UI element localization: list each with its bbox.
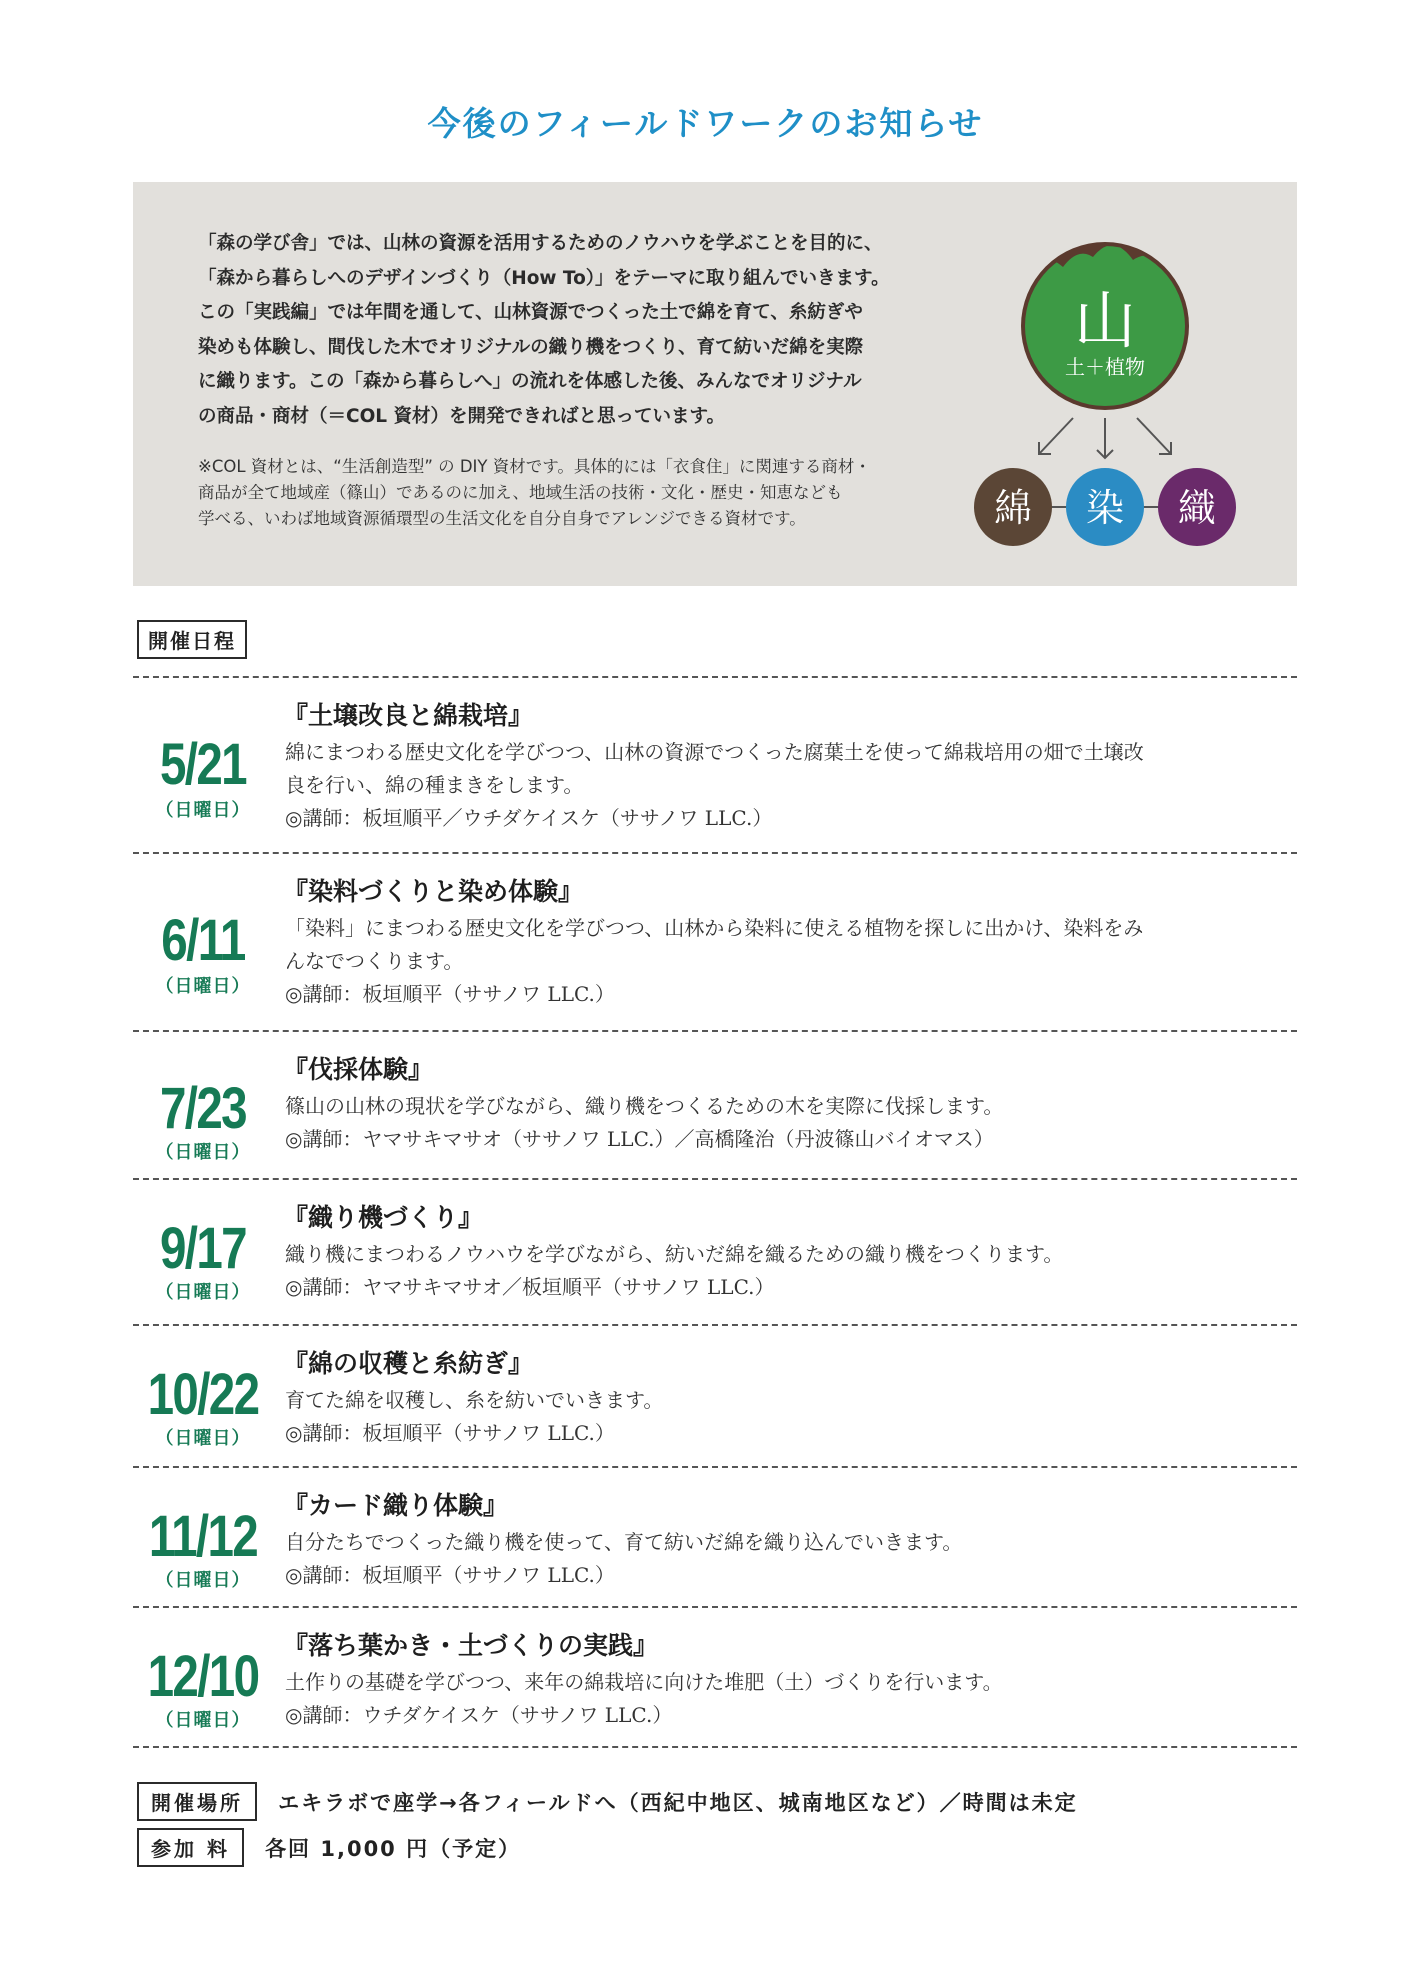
mountain-subtitle: 土＋植物 bbox=[1065, 355, 1145, 379]
event-instructor: ◎講師：板垣順平／ウチダケイスケ（ササノワ LLC.） bbox=[285, 806, 773, 830]
intro-line: 染めも体験し、間伐した木でオリジナルの織り機をつくり、育て紡いだ綿を実際 bbox=[198, 336, 864, 358]
event-desc-line: 良を行い、綿の種まきをします。 bbox=[285, 773, 584, 797]
event-description bbox=[285, 1666, 1295, 1732]
divider bbox=[133, 1746, 1297, 1748]
event-desc-line: 育てた綿を収穫し、糸を紡いでいきます。 bbox=[285, 1388, 664, 1412]
divider bbox=[133, 676, 1297, 678]
event-desc-line: んなでつくります。 bbox=[285, 949, 464, 973]
divider bbox=[133, 1178, 1297, 1180]
event-instructor: ◎講師：ヤマサキマサオ／板垣順平（ササノワ LLC.） bbox=[285, 1275, 775, 1299]
venue-row bbox=[137, 1782, 1078, 1821]
event-desc-line: 自分たちでつくった織り機を使って、育て紡いだ綿を織り込んでいきます。 bbox=[285, 1530, 963, 1554]
event-instructor: ◎講師：板垣順平（ササノワ LLC.） bbox=[285, 1563, 615, 1587]
event-item bbox=[133, 1336, 1297, 1466]
divider bbox=[133, 852, 1297, 854]
event-title: 『土壌改良と綿栽培』 bbox=[283, 701, 534, 730]
event-instructor: ◎講師：板垣順平（ササノワ LLC.） bbox=[285, 1421, 615, 1445]
event-desc-line: 織り機にまつわるノウハウを学びながら、紡いだ綿を織るための織り機をつくります。 bbox=[285, 1242, 1064, 1266]
page-title: 今後のフィールドワークのお知らせ bbox=[427, 104, 984, 143]
intro-box bbox=[133, 182, 1297, 586]
intro-line: に織ります。この「森から暮らしへ」の流れを体感した後、みんなでオリジナル bbox=[198, 371, 862, 392]
arrow-right-icon bbox=[1137, 418, 1171, 454]
event-title: 『伐採体験』 bbox=[283, 1055, 434, 1084]
weave-char: 織 bbox=[1177, 486, 1217, 530]
intro-text bbox=[198, 227, 908, 434]
event-desc-line: 綿にまつわる歴史文化を学びつつ、山林の資源でつくった腐葉土を使って綿栽培用の畑で土壌改 bbox=[285, 740, 1144, 764]
divider bbox=[133, 1324, 1297, 1326]
dye-char: 染 bbox=[1085, 486, 1125, 530]
event-description bbox=[285, 1238, 1295, 1304]
event-day: （日曜日） bbox=[155, 976, 251, 997]
event-title: 『織り機づくり』 bbox=[283, 1203, 484, 1232]
event-day: （日曜日） bbox=[155, 1282, 251, 1303]
cotton-char: 綿 bbox=[993, 486, 1033, 530]
event-title: 『カード織り体験』 bbox=[283, 1491, 509, 1520]
event-desc-line: 土作りの基礎を学びつつ、来年の綿栽培に向けた堆肥（土）づくりを行います。 bbox=[285, 1670, 1003, 1694]
venue-value: エキラボで座学→各フィールドへ（西紀中地区、城南地区など）／時間は未定 bbox=[278, 1790, 1078, 1815]
note-line: ※COL 資材とは、“生活創造型” の DIY 資材です。具体的には「衣食住」に関連する商材・ bbox=[198, 457, 871, 476]
col-note bbox=[198, 454, 938, 532]
event-item bbox=[133, 1042, 1297, 1172]
mountain-char: 山 bbox=[1073, 284, 1137, 357]
event-day: （日曜日） bbox=[155, 1428, 251, 1449]
event-instructor: ◎講師：板垣順平（ササノワ LLC.） bbox=[285, 982, 615, 1006]
event-item bbox=[133, 1478, 1297, 1608]
event-description bbox=[285, 1090, 1295, 1156]
divider bbox=[133, 1466, 1297, 1468]
event-instructor: ◎講師：ヤマサキマサオ（ササノワ LLC.）／高橋隆治（丹波篠山バイオマス） bbox=[285, 1127, 994, 1151]
arrow-left-icon bbox=[1039, 418, 1073, 454]
fee-row bbox=[137, 1828, 521, 1867]
event-instructor: ◎講師：ウチダケイスケ（ササノワ LLC.） bbox=[285, 1703, 673, 1727]
event-item bbox=[133, 1618, 1297, 1748]
intro-line: この「実践編」では年間を通して、山林資源でつくった土で綿を育て、糸紡ぎや bbox=[198, 302, 863, 323]
event-description bbox=[285, 736, 1295, 835]
event-item bbox=[133, 1190, 1297, 1320]
event-item bbox=[133, 688, 1297, 848]
event-date: 6/11 bbox=[161, 908, 245, 973]
venue-label: 開催場所 bbox=[137, 1782, 257, 1821]
event-date: 9/17 bbox=[159, 1216, 246, 1281]
fee-label: 参加 料 bbox=[137, 1828, 244, 1867]
divider bbox=[133, 1606, 1297, 1608]
event-date: 11/12 bbox=[148, 1504, 258, 1569]
event-title: 『染料づくりと染め体験』 bbox=[283, 877, 584, 906]
event-desc-line: 篠山の山林の現状を学びながら、織り機をつくるための木を実際に伐採します。 bbox=[285, 1094, 1004, 1118]
event-date: 10/22 bbox=[147, 1362, 259, 1427]
divider bbox=[133, 1030, 1297, 1032]
event-day: （日曜日） bbox=[155, 1710, 251, 1731]
event-description bbox=[285, 1526, 1295, 1592]
arrows bbox=[1039, 418, 1171, 458]
event-item bbox=[133, 864, 1297, 1024]
event-desc-line: 「染料」にまつわる歴史文化を学びつつ、山林から染料に使える植物を探しに出かけ、染料をみ bbox=[285, 916, 1144, 940]
event-date: 12/10 bbox=[147, 1644, 259, 1709]
event-date: 5/21 bbox=[159, 732, 246, 797]
intro-line: の商品・商材（＝COL 資材）を開発できればと思っています。 bbox=[198, 405, 726, 427]
note-line: 学べる、いわば地域資源循環型の生活文化を自分自身でアレンジできる資材です。 bbox=[198, 509, 806, 528]
event-description bbox=[285, 1384, 1295, 1450]
event-title: 『綿の収穫と糸紡ぎ』 bbox=[283, 1349, 534, 1378]
event-day: （日曜日） bbox=[155, 1142, 251, 1163]
event-title: 『落ち葉かき・土づくりの実践』 bbox=[283, 1631, 659, 1660]
intro-line: 「森から暮らしへのデザインづくり（How To）」をテーマに取り組んでいきます。 bbox=[198, 267, 890, 289]
event-day: （日曜日） bbox=[155, 1570, 251, 1591]
event-description bbox=[285, 912, 1295, 1011]
event-day: （日曜日） bbox=[155, 800, 251, 821]
schedule-label: 開催日程 bbox=[137, 620, 247, 659]
resource-diagram bbox=[953, 222, 1253, 562]
event-date: 7/23 bbox=[159, 1076, 246, 1141]
intro-line: 「森の学び舎」では、山林の資源を活用するためのノウハウを学ぶことを目的に、 bbox=[198, 233, 883, 254]
fee-value: 各回 1,000 円（予定） bbox=[265, 1836, 522, 1861]
note-line: 商品が全て地域産（篠山）であるのに加え、地域生活の技術・文化・歴史・知恵なども bbox=[198, 483, 843, 502]
